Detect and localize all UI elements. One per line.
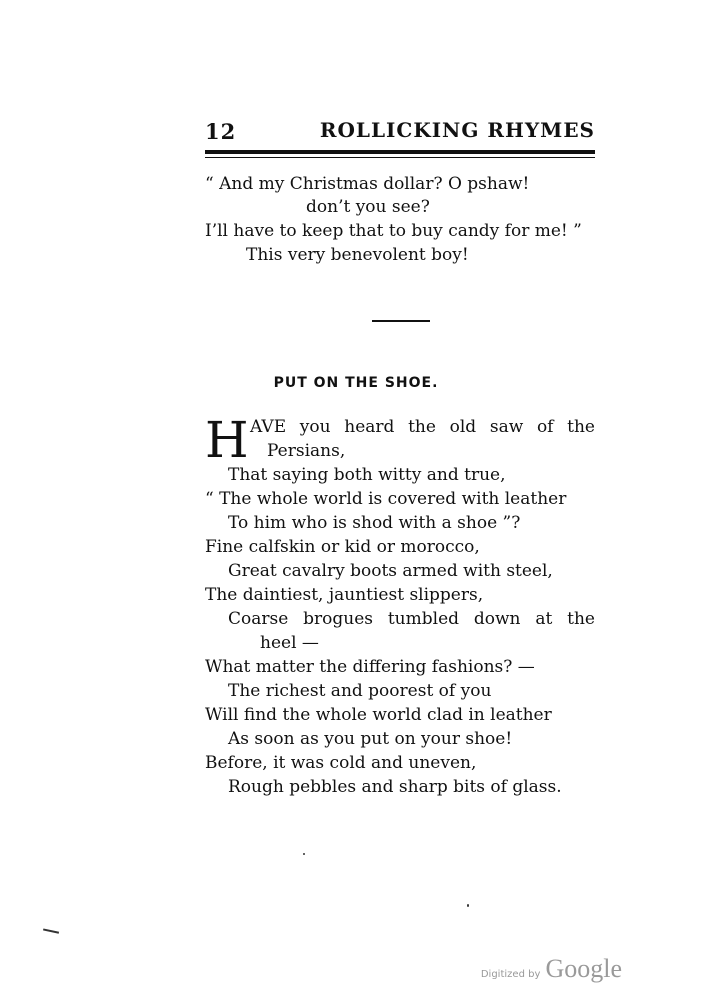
word: the — [408, 417, 436, 437]
poem-line: “ The whole world is covered with leather — [205, 489, 567, 509]
text-line: “ And my Christmas dollar? O pshaw! — [205, 174, 530, 194]
word: you — [299, 417, 331, 437]
poem-title: PUT ON THE SHOE. — [273, 375, 439, 391]
google-logo: Google — [545, 954, 622, 983]
poem-line: Will find the whole world clad in leather — [205, 705, 552, 725]
poem-line: That saying both witty and true, — [228, 465, 506, 485]
word: the — [567, 417, 595, 437]
text-line: I’ll have to keep that to buy candy for me! ” — [205, 221, 582, 241]
poem-line: To him who is shod with a shoe ”? — [228, 513, 521, 533]
word: Coarse — [228, 609, 289, 629]
poem-line: Before, it was cold and uneven, — [205, 753, 477, 773]
text-line: don’t you see? — [306, 197, 430, 217]
word: AVE — [250, 417, 287, 437]
header-rule-thick — [205, 150, 595, 154]
word: down — [473, 609, 521, 629]
poem-line: heel — — [260, 633, 319, 653]
poem-line-justified — [228, 608, 595, 630]
word: of — [536, 417, 554, 437]
poem-line: What matter the differing fashions? — — [205, 657, 535, 677]
word: the — [567, 609, 595, 629]
poem-line: The richest and poorest of you — [228, 681, 492, 701]
text-line: This very benevolent boy! — [246, 245, 469, 265]
header-rule-thin — [205, 157, 595, 158]
margin-mark — [41, 928, 59, 943]
poem-line: As soon as you put on your shoe! — [228, 729, 513, 749]
word: old — [449, 417, 477, 437]
poem-line: Persians, — [267, 441, 346, 461]
word: brogues — [303, 609, 373, 629]
page-number: 12 — [205, 119, 237, 144]
word: tumbled — [387, 609, 460, 629]
poem-line: Fine calfskin or kid or morocco, — [205, 537, 480, 557]
drop-cap: H — [205, 411, 249, 469]
running-title: ROLLICKING RHYMES — [319, 118, 595, 142]
watermark-prefix: Digitized by — [480, 969, 541, 980]
paper-speck — [303, 853, 305, 855]
poem-line: The daintiest, jauntiest slippers, — [205, 585, 484, 605]
poem-line: Rough pebbles and sharp bits of glass. — [228, 777, 562, 797]
word: at — [535, 609, 553, 629]
digitized-watermark — [481, 954, 622, 984]
section-divider — [372, 320, 430, 322]
paper-speck — [467, 904, 469, 907]
poem-first-line — [250, 416, 595, 438]
word: heard — [344, 417, 395, 437]
word: saw — [489, 417, 524, 437]
poem-line: Great cavalry boots armed with steel, — [228, 561, 553, 581]
